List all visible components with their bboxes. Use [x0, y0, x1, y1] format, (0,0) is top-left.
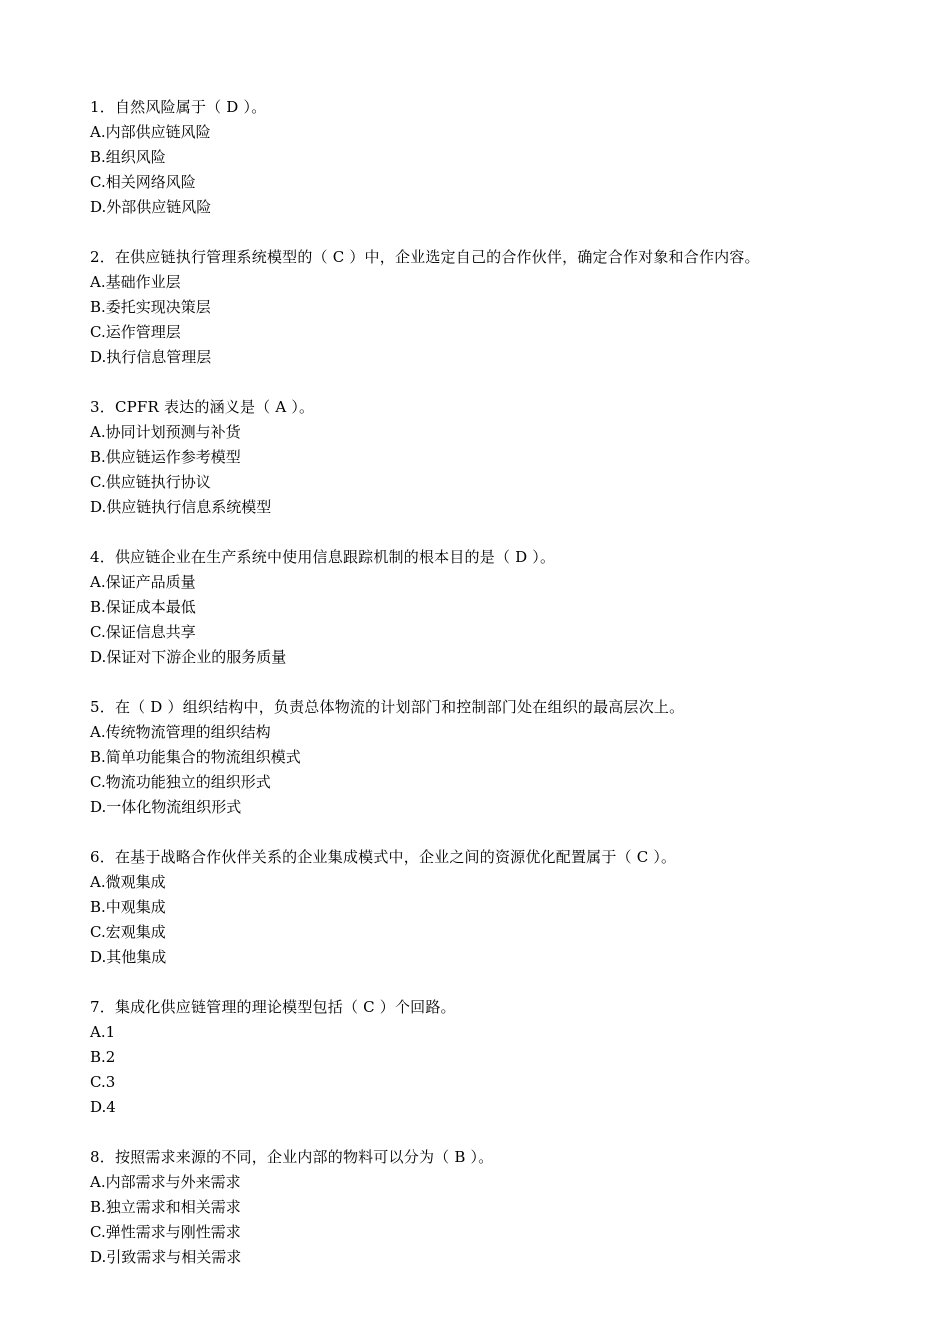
option-c: C.物流功能独立的组织形式 [90, 773, 271, 791]
option-d: D.保证对下游企业的服务质量 [90, 648, 287, 666]
option-a: A.保证产品质量 [90, 573, 196, 591]
option-d: D.4 [90, 1098, 116, 1116]
question-stem: 7．集成化供应链管理的理论模型包括（ C ）个回路。 [90, 998, 456, 1016]
option-b: B.2 [90, 1048, 116, 1066]
question-6 [90, 845, 920, 970]
option-b: B.保证成本最低 [90, 598, 196, 616]
option-a: A.微观集成 [90, 873, 166, 891]
question-5 [90, 695, 920, 820]
option-c: C.运作管理层 [90, 323, 181, 341]
question-stem: 4．供应链企业在生产系统中使用信息跟踪机制的根本目的是（ D ）。 [90, 548, 556, 566]
option-d: D.执行信息管理层 [90, 348, 212, 366]
question-stem: 3．CPFR 表达的涵义是（ A ）。 [90, 398, 315, 416]
option-b: B.简单功能集合的物流组织模式 [90, 748, 301, 766]
question-stem: 5．在（ D ）组织结构中，负责总体物流的计划部门和控制部门处在组织的最高层次上。 [90, 698, 685, 716]
option-b: B.委托实现决策层 [90, 298, 211, 316]
option-b: B.独立需求和相关需求 [90, 1198, 241, 1216]
question-stem: 8．按照需求来源的不同，企业内部的物料可以分为（ B ）。 [90, 1148, 494, 1166]
question-1 [90, 95, 920, 220]
question-stem: 1．自然风险属于（ D ）。 [90, 98, 267, 116]
question-stem: 6．在基于战略合作伙伴关系的企业集成模式中，企业之间的资源优化配置属于（ C ）。 [90, 848, 677, 866]
option-d: D.引致需求与相关需求 [90, 1248, 242, 1266]
option-b: B.组织风险 [90, 148, 166, 166]
option-b: B.供应链运作参考模型 [90, 448, 241, 466]
option-d: D.一体化物流组织形式 [90, 798, 242, 816]
option-d: D.其他集成 [90, 948, 167, 966]
option-c: C.宏观集成 [90, 923, 166, 941]
question-7 [90, 995, 920, 1120]
option-a: A.1 [90, 1023, 116, 1041]
option-c: C.供应链执行协议 [90, 473, 211, 491]
option-a: A.内部供应链风险 [90, 123, 211, 141]
question-2 [90, 245, 920, 370]
option-c: C.弹性需求与刚性需求 [90, 1223, 241, 1241]
option-a: A.基础作业层 [90, 273, 181, 291]
option-d: D.供应链执行信息系统模型 [90, 498, 272, 516]
option-c: C.3 [90, 1073, 116, 1091]
option-a: A.内部需求与外来需求 [90, 1173, 241, 1191]
option-c: C.保证信息共享 [90, 623, 196, 641]
option-d: D.外部供应链风险 [90, 198, 212, 216]
question-3 [90, 395, 920, 520]
option-a: A.协同计划预测与补货 [90, 423, 241, 441]
question-4 [90, 545, 920, 670]
document-page [90, 95, 920, 1295]
question-8 [90, 1145, 920, 1270]
question-stem: 2．在供应链执行管理系统模型的（ C ）中，企业选定自己的合作伙伴，确定合作对象和合作内容。 [90, 248, 760, 266]
option-c: C.相关网络风险 [90, 173, 196, 191]
option-a: A.传统物流管理的组织结构 [90, 723, 271, 741]
option-b: B.中观集成 [90, 898, 166, 916]
